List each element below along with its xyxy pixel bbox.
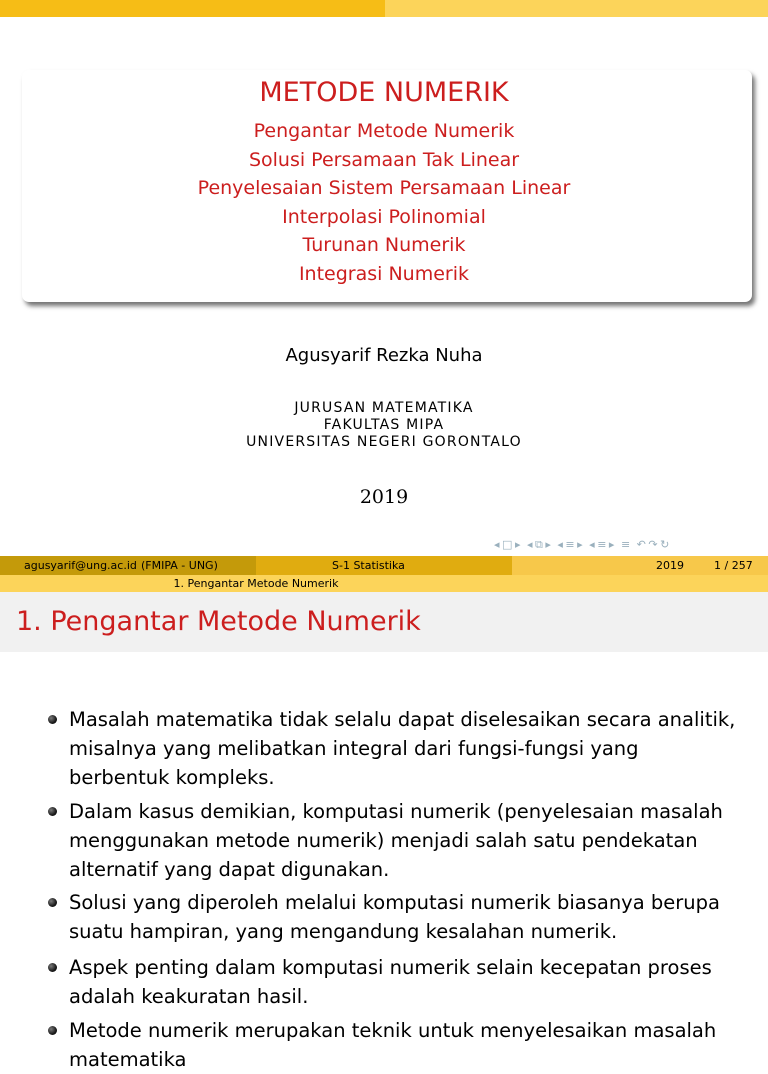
institute-block <box>0 400 768 451</box>
institute-line: FAKULTAS MIPA <box>323 417 445 433</box>
footer-course: S-1 Statistika <box>332 559 405 572</box>
nav-next-section-icon[interactable]: ▸ <box>577 538 584 551</box>
search-icon[interactable]: ↻ <box>660 538 670 551</box>
bullet-icon <box>48 963 57 972</box>
subtitle-item: Integrasi Numerik <box>298 262 470 285</box>
top-bar-left-segment <box>0 0 385 17</box>
institute-line: UNIVERSITAS NEGERI GORONTALO <box>246 434 522 450</box>
bullet-text: Aspek penting dalam komputasi numerik selain kecepatan proses adalah keakuratan hasil. <box>69 956 712 1008</box>
header-section-label: 1. Pengantar Metode Numerik <box>173 577 339 590</box>
footer-year: 2019 <box>656 559 684 572</box>
bullet-text: Metode numerik merupakan teknik untuk menyelesaikan masalah matematika <box>69 1019 717 1071</box>
top-bar-right-segment <box>385 0 768 17</box>
presentation-title: METODE NUMERIK <box>259 77 509 108</box>
nav-next-appendix-icon[interactable]: ▸ <box>608 538 615 551</box>
list-item <box>69 1016 737 1074</box>
bullet-icon <box>48 807 57 816</box>
section-header-bar <box>0 575 768 592</box>
subtitle-item: Interpolasi Polinomial <box>282 205 486 228</box>
top-color-bar <box>0 0 768 17</box>
footer-page-number: 1 / 257 <box>714 559 753 572</box>
bullet-icon <box>48 1026 57 1035</box>
subtitle-list <box>0 117 768 289</box>
bullet-text: Solusi yang diperoleh melalui komputasi numerik biasanya berupa suatu hampiran, yang mengandung kesalahan numerik. <box>69 891 720 943</box>
nav-next-subsection-icon[interactable]: ▸ <box>545 538 552 551</box>
toc-icon[interactable]: ≡ <box>620 538 631 551</box>
subtitle-item: Penyelesaian Sistem Persamaan Linear <box>197 177 571 200</box>
subsection-icon[interactable]: ⧉ <box>535 538 544 551</box>
subtitle-item: Solusi Persamaan Tak Linear <box>248 148 520 171</box>
bullet-icon <box>48 715 57 724</box>
bullet-icon <box>48 898 57 907</box>
author-name: Agusyarif Rezka Nuha <box>285 345 483 366</box>
back-icon[interactable]: ↶ <box>636 538 647 551</box>
footer-affiliation: (FMIPA - UNG) <box>141 559 218 572</box>
section-icon[interactable]: ≡ <box>565 538 576 551</box>
footer-email: agusyarif@ung.ac.id <box>24 559 137 572</box>
presentation-year: 2019 <box>359 486 409 508</box>
beamer-navigation-bar <box>494 537 764 553</box>
list-item <box>69 705 737 792</box>
nav-prev-section-icon[interactable]: ◂ <box>557 538 564 551</box>
institute-line: JURUSAN MATEMATIKA <box>294 400 474 416</box>
nav-prev-frame-icon[interactable]: ◂ <box>494 538 501 551</box>
list-item <box>69 888 737 946</box>
subtitle-item: Turunan Numerik <box>302 234 466 257</box>
frame-title: 1. Pengantar Metode Numerik <box>16 606 421 637</box>
bullet-text: Dalam kasus demikian, komputasi numerik (penyelesaian masalah menggunakan metode numerik) menjadi salah satu pendekatan alternatif yang dapat digunakan. <box>69 800 723 881</box>
frame-icon[interactable]: □ <box>502 538 513 551</box>
nav-prev-appendix-icon[interactable]: ◂ <box>589 538 596 551</box>
forward-icon[interactable]: ↷ <box>648 538 659 551</box>
nav-prev-subsection-icon[interactable]: ◂ <box>526 538 533 551</box>
bullet-text: Masalah matematika tidak selalu dapat diselesaikan secara analitik, misalnya yang melibatkan integral dari fungsi-fungsi yang berbentuk kompleks. <box>69 708 736 789</box>
list-item <box>69 797 737 884</box>
list-item <box>69 953 737 1011</box>
slide-footer <box>0 556 768 575</box>
nav-next-frame-icon[interactable]: ▸ <box>514 538 521 551</box>
appendix-icon[interactable]: ≡ <box>597 538 607 551</box>
subtitle-item: Pengantar Metode Numerik <box>253 120 515 142</box>
